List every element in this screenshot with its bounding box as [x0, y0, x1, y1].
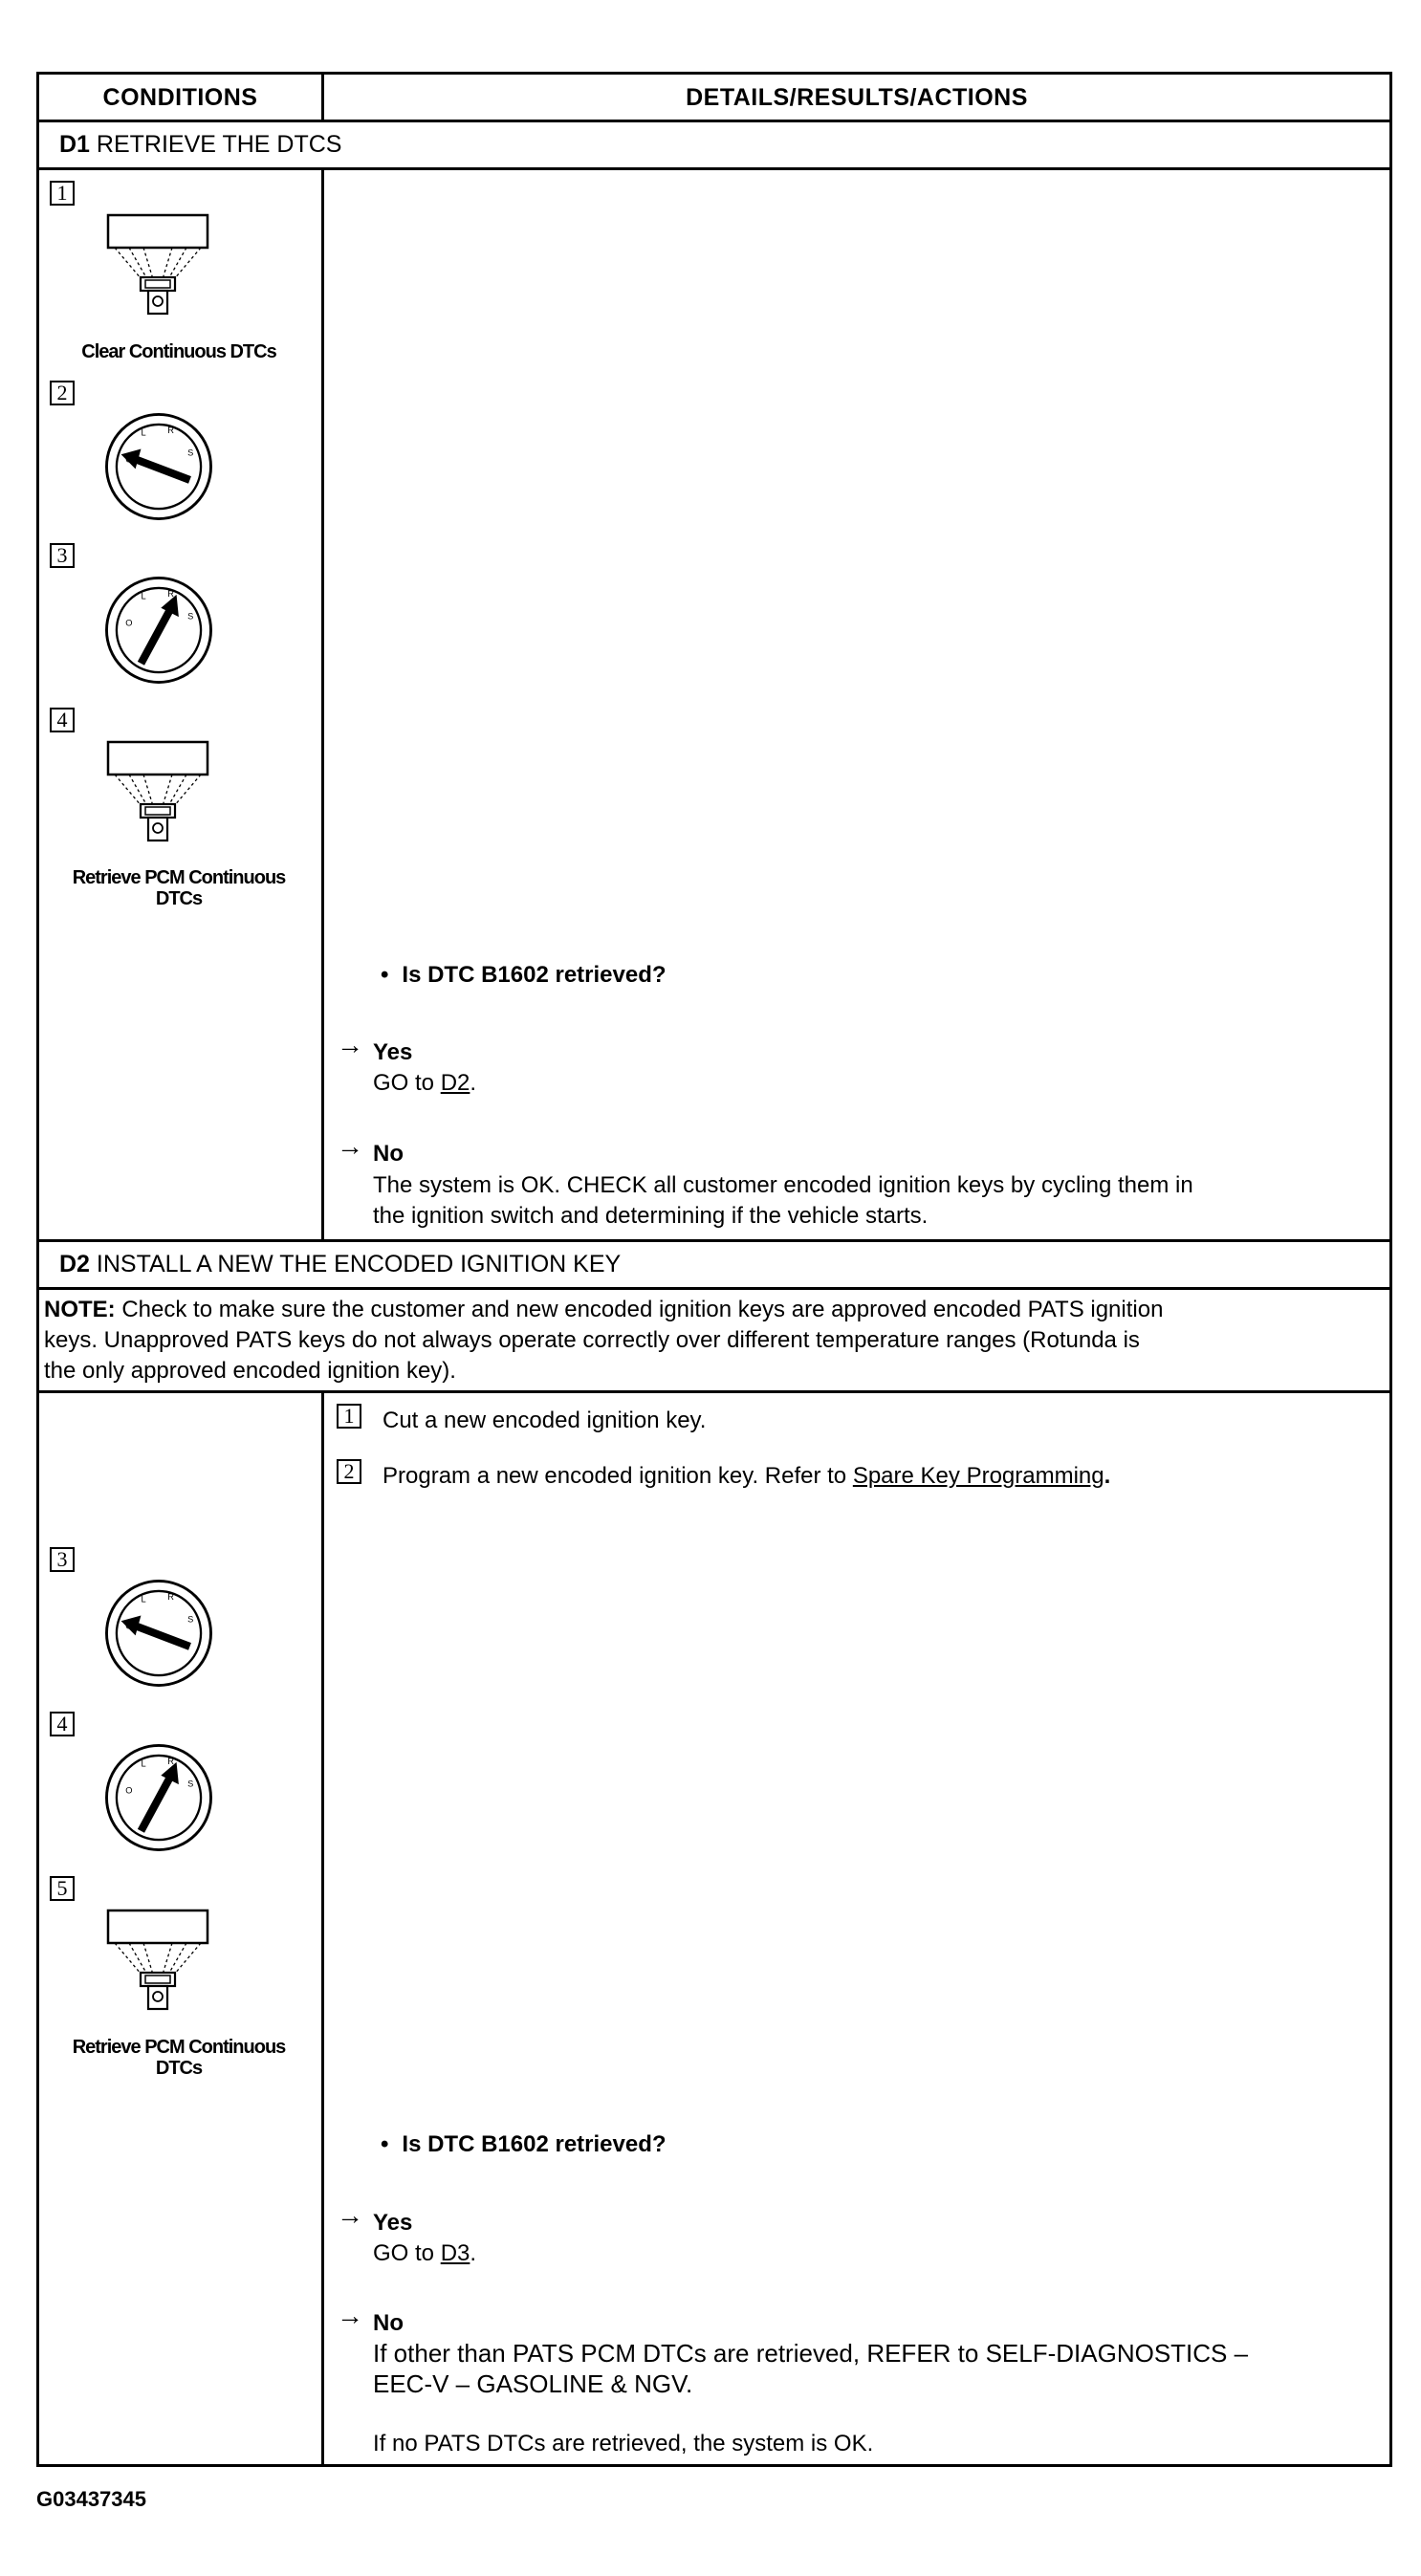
d2-no-text-line3: If no PATS DTCs are retrieved, the system is OK.	[373, 2431, 874, 2456]
d1-step-3-number: 3	[50, 543, 75, 568]
arrow-right-icon: →	[337, 2301, 363, 2330]
d2-step-5-caption-line1: Retrieve PCM Continuous	[72, 2037, 286, 2058]
ignition-off-icon	[103, 411, 214, 522]
d2-no-label: No	[373, 2310, 404, 2336]
d2-note-line3: the only approved encoded ignition key).	[44, 1358, 456, 1384]
column-header-details: DETAILS/RESULTS/ACTIONS	[686, 84, 1028, 111]
figure-code: G03437345	[36, 2487, 146, 2511]
column-header-conditions: CONDITIONS	[102, 84, 258, 111]
d2-section-title	[59, 1251, 621, 1278]
d1-no-text-line2: the ignition switch and determining if the vehicle starts.	[373, 1203, 929, 1229]
d2-yes-action: GO to D3.	[373, 2240, 477, 2266]
d1-no-label: No	[373, 1141, 404, 1167]
d2-note-label: NOTE:	[44, 1297, 116, 1322]
d1-title-divider	[36, 167, 1392, 170]
d2-note-line2: keys. Unapproved PATS keys do not always operate correctly over different temperature ranges (Rotunda is	[44, 1327, 1140, 1353]
ignition-on-icon	[103, 1742, 214, 1853]
d2-action-1-text: Cut a new encoded ignition key.	[383, 1408, 707, 1433]
ignition-off-icon	[103, 1578, 214, 1689]
scan-tool-icon	[105, 739, 210, 844]
d2-title: INSTALL A NEW THE ENCODED IGNITION KEY	[96, 1251, 622, 1277]
d2-title-bottom-divider	[36, 1287, 1392, 1290]
d2-note-divider	[36, 1390, 1392, 1393]
arrow-right-icon: →	[337, 1131, 363, 1161]
d1-yes-label: Yes	[373, 1039, 413, 1065]
d1-step-4-caption-line1: Retrieve PCM Continuous	[72, 867, 286, 888]
d2-action-2-number: 2	[337, 1459, 361, 1484]
d1-id: D1	[59, 131, 90, 158]
d1-yes-action: GO to D2.	[373, 1070, 477, 1096]
d2-question: • Is DTC B1602 retrieved?	[381, 2131, 667, 2157]
d1-title: RETRIEVE THE DTCS	[96, 131, 342, 158]
arrow-right-icon: →	[337, 1030, 363, 1059]
header-divider	[36, 120, 1392, 122]
d2-no-text-line1: If other than PATS PCM DTCs are retrieved, REFER to SELF-DIAGNOSTICS –	[373, 2339, 1249, 2368]
d1-section-title	[59, 131, 341, 159]
d1-step-4-caption-line2: DTCs	[155, 888, 203, 909]
d2-action-2-text: Program a new encoded ignition key. Refer to Spare Key Programming.	[383, 1463, 1111, 1489]
d1-step-2-number: 2	[50, 381, 75, 405]
d2-step-5-number: 5	[50, 1876, 75, 1901]
d2-id: D2	[59, 1251, 90, 1277]
d1-column-divider	[321, 167, 324, 1241]
d2-action-1-number: 1	[337, 1404, 361, 1429]
d1-step-4-number: 4	[50, 708, 75, 732]
d2-column-divider	[321, 1390, 324, 2467]
d2-yes-label: Yes	[373, 2210, 413, 2236]
d2-note-line1: NOTE: Check to make sure the customer and new encoded ignition keys are approved encoded PATS ignition	[44, 1297, 1164, 1322]
d2-title-top-divider	[36, 1239, 1392, 1242]
arrow-right-icon: →	[337, 2200, 363, 2230]
d2-step-5-caption-line2: DTCs	[155, 2058, 203, 2079]
d1-no-text-line1: The system is OK. CHECK all customer encoded ignition keys by cycling them in	[373, 1172, 1193, 1198]
ignition-on-icon	[103, 575, 214, 686]
d2-step-4-number: 4	[50, 1712, 75, 1736]
d1-question: • Is DTC B1602 retrieved?	[381, 962, 667, 988]
d2-step-3-number: 3	[50, 1547, 75, 1572]
d2-yes-link[interactable]: D3	[440, 2240, 470, 2266]
d1-yes-link[interactable]: D2	[440, 1070, 470, 1096]
scan-tool-icon	[105, 1908, 210, 2013]
spare-key-programming-link[interactable]: Spare Key Programming	[852, 1463, 1104, 1489]
scan-tool-icon	[105, 212, 210, 317]
d2-no-text-line2: EEC-V – GASOLINE & NGV.	[373, 2369, 693, 2398]
d1-step-1-caption: Clear Continuous DTCs	[81, 341, 276, 362]
d1-step-1-number: 1	[50, 181, 75, 206]
